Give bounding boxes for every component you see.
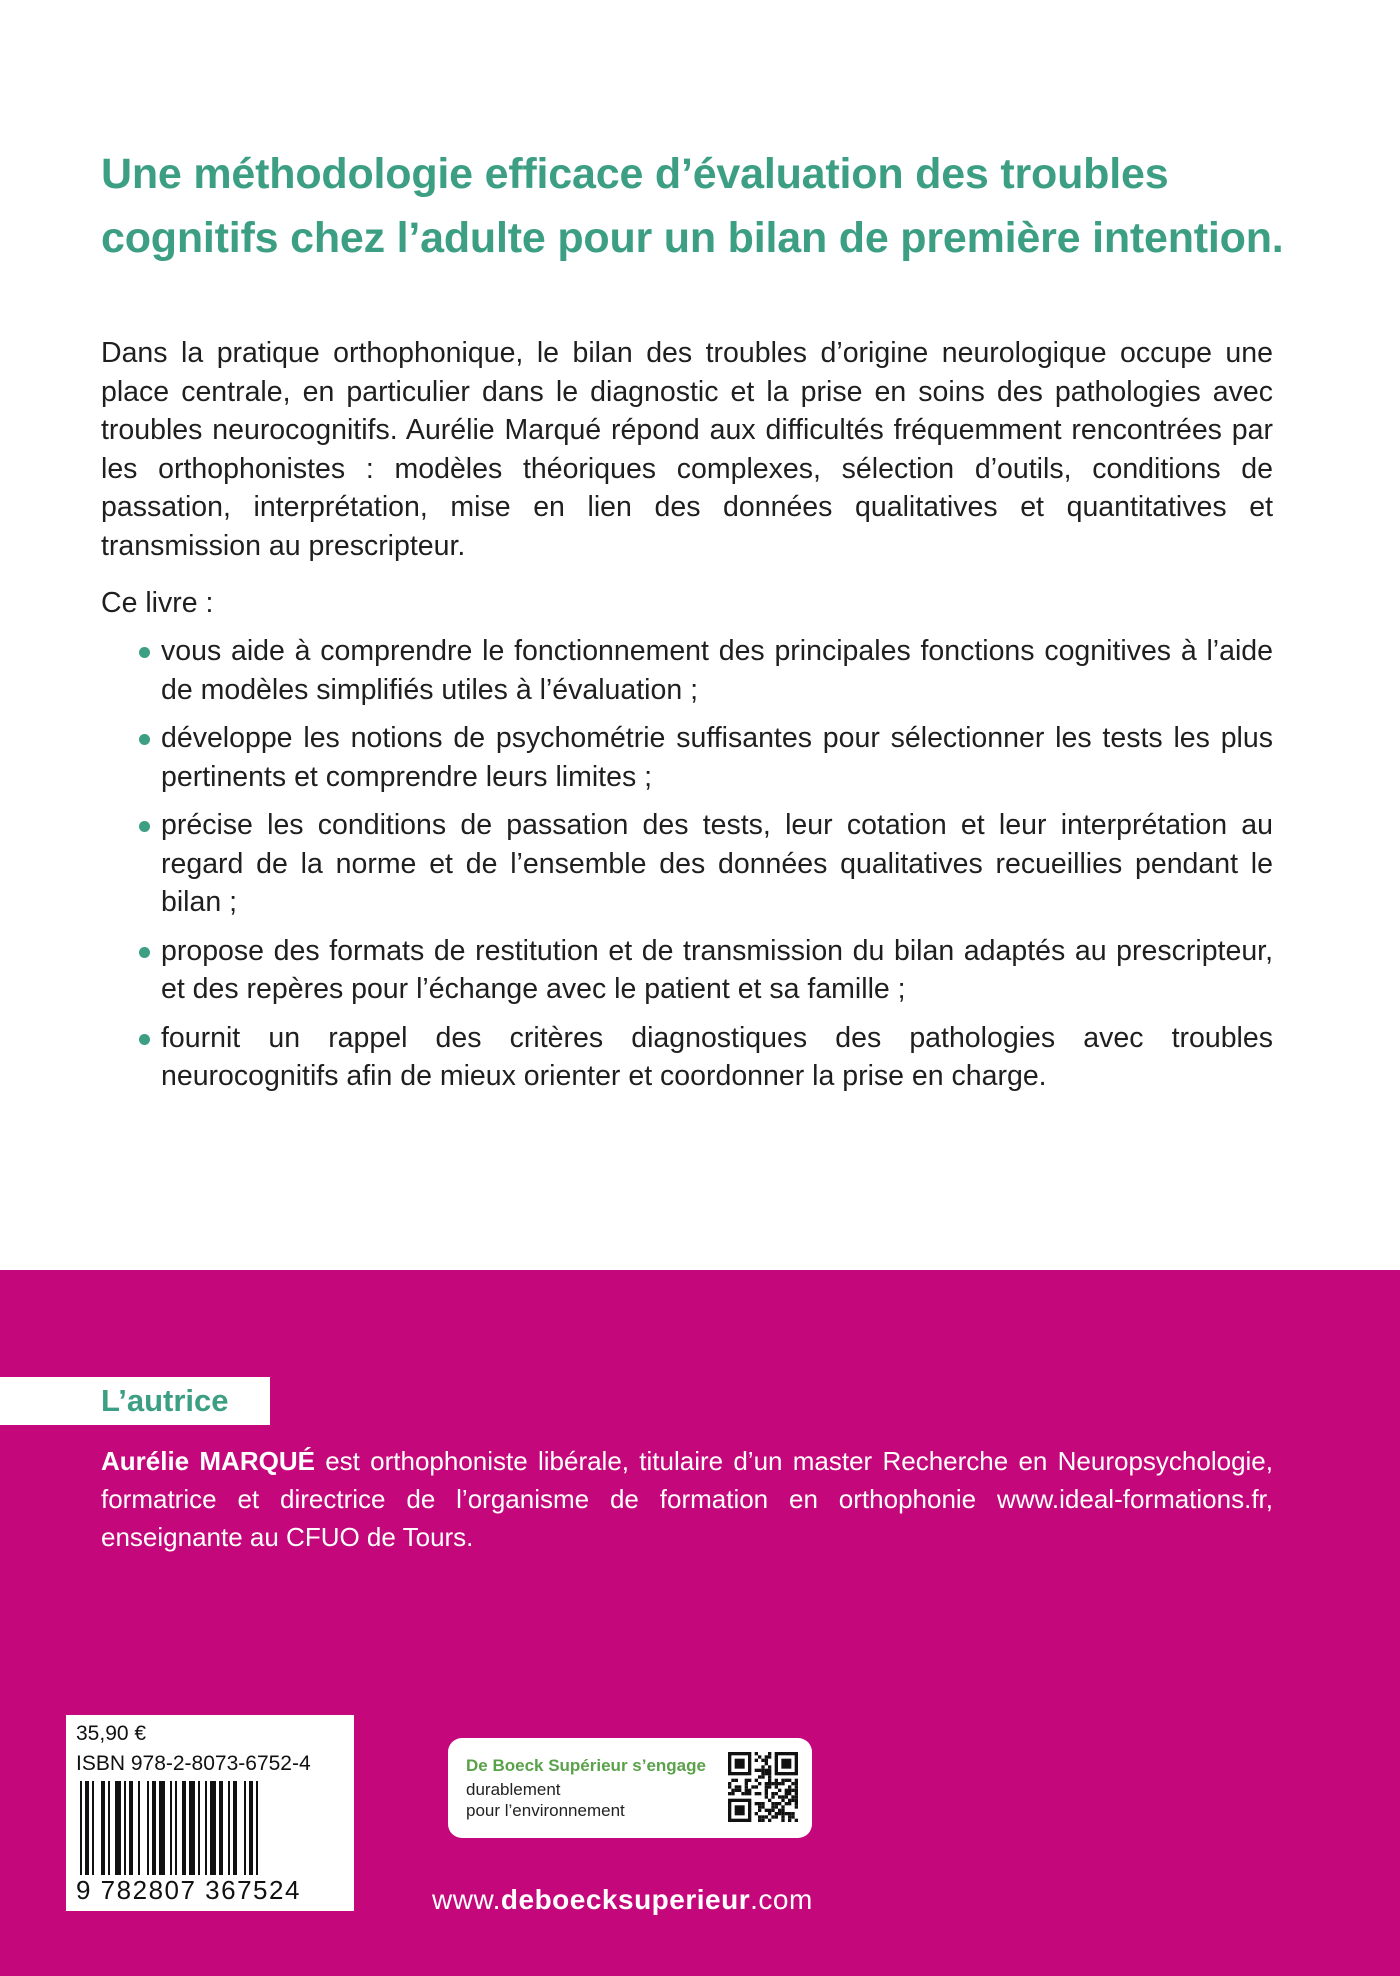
ce-livre-label: Ce livre :	[101, 587, 214, 619]
website-brand: deboecksuperieur	[500, 1884, 751, 1915]
website-prefix: www.	[432, 1884, 501, 1915]
list-item-text: précise les conditions de passation des tests, leur cotation et leur interprétation au regard de la norme et de l’ensemble des données qualitatives recueillies pendant le bilan ;	[161, 809, 1273, 918]
publisher-website	[432, 1883, 813, 1917]
price-label: 35,90 €	[76, 1722, 147, 1745]
bullet-icon	[139, 647, 150, 658]
bullet-icon	[139, 734, 150, 745]
list-item	[101, 632, 1273, 709]
author-bio-text: est orthophoniste libérale, titulaire d’un master Recherche en Neuropsychologie, formatrice et directrice de l’organisme de formation en orthophonie www.ideal-formations.fr, enseignante au CFUO de Tours.	[101, 1446, 1273, 1552]
tagline-heading: Une méthodologie efficace d’évaluation des troubles cognitifs chez l’adulte pour un bilan de première intention.	[101, 150, 1284, 262]
bullet-icon	[139, 1034, 150, 1045]
qr-code-icon	[728, 1752, 798, 1822]
website-suffix: .com	[750, 1884, 813, 1915]
cover-bottom-section	[0, 1270, 1400, 1976]
list-item	[101, 932, 1273, 1009]
isbn-label: ISBN 978-2-8073-6752-4	[76, 1752, 311, 1775]
barcode-icon	[80, 1781, 342, 1875]
author-name: Aurélie MARQUÉ	[101, 1446, 315, 1476]
list-item-text: fournit un rappel des critères diagnostiques des pathologies avec troubles neurocognitifs afin de mieux orienter et coordonner la prise en charge.	[161, 1021, 1273, 1092]
list-item	[101, 1019, 1273, 1096]
barcode-box	[66, 1715, 354, 1911]
list-item-text: développe les notions de psychométrie suffisantes pour sélectionner les tests les plus pertinents et comprendre leurs limites ;	[161, 722, 1273, 793]
bullet-icon	[139, 821, 150, 832]
author-bio	[101, 1442, 1273, 1556]
author-heading: L’autrice	[101, 1383, 229, 1418]
feature-list	[101, 632, 1273, 1106]
list-item-text: vous aide à comprendre le fonctionnement des principales fonctions cognitives à l’aide de modèles simplifiés utiles à l’évaluation ;	[161, 635, 1273, 706]
bullet-icon	[139, 947, 150, 958]
intro-paragraph: Dans la pratique orthophonique, le bilan des troubles d’origine neurologique occupe une place centrale, en particulier dans le diagnostic et la prise en soins des pathologies avec troubles neurocognitifs. Aurélie Marqué répond aux difficultés fréquemment rencontrées par les orthophonistes : modèles théoriques complexes, sélection d’outils, conditions de passation, interprétation, mise en lien des données qualitatives et quantitatives et transmission au prescripteur.	[101, 337, 1273, 562]
eco-badge-title: De Boeck Supérieur s’engage	[466, 1756, 706, 1775]
eco-badge-line: pour l’environnement	[466, 1801, 625, 1820]
list-item-text: propose des formats de restitution et de transmission du bilan adaptés au prescripteur, et des repères pour l’échange avec le patient et sa famille ;	[161, 934, 1273, 1005]
author-heading-tab	[0, 1377, 270, 1425]
eco-commitment-badge	[448, 1738, 812, 1838]
barcode-digits: 9 782807 367524	[76, 1875, 301, 1905]
list-item	[101, 806, 1273, 922]
list-item	[101, 719, 1273, 796]
eco-badge-line: durablement	[466, 1780, 561, 1799]
